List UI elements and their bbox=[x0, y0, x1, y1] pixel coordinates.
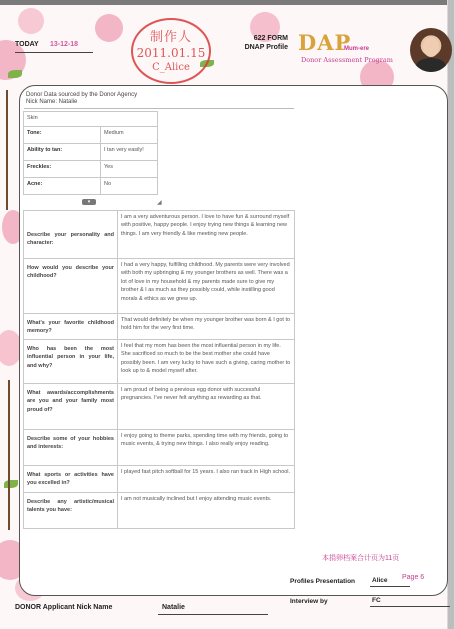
dap-logo: DAP bbox=[298, 30, 352, 55]
scrollbar-track[interactable] bbox=[447, 0, 455, 629]
skin-label: Ability to tan: bbox=[24, 144, 101, 161]
answer-cell: I had a very happy, fulfilling childhood. My parents were very involved with both my upbringing & my younger brothers as well. There was a lot of love in my household & my parents made sure to give my brother & I as much as they possibly could, while instilling good morals & ethics as we grew up. bbox=[118, 259, 295, 314]
flower-decoration bbox=[95, 14, 123, 42]
stamp-line-3: C_Alice bbox=[152, 62, 190, 73]
table-row bbox=[24, 466, 295, 493]
table-row bbox=[24, 127, 158, 144]
form-number: 622 FORM bbox=[253, 35, 288, 42]
resize-grip-icon[interactable]: ◢ bbox=[157, 200, 162, 206]
skin-table bbox=[23, 111, 158, 195]
question-cell: How would you describe your childhood? bbox=[24, 259, 118, 314]
flower-decoration bbox=[18, 8, 44, 34]
table-row bbox=[24, 340, 295, 384]
presentation-label: Profiles Presentation bbox=[290, 578, 356, 585]
stamp-line-2: 2011.01.15 bbox=[136, 46, 206, 60]
stamp-line-1: 制作人 bbox=[149, 30, 192, 45]
question-cell: Describe any artistic/musical talents you have: bbox=[24, 493, 118, 529]
photo-body bbox=[416, 58, 446, 72]
table-row bbox=[24, 430, 295, 466]
leaf-decoration bbox=[4, 480, 18, 488]
form-identifier bbox=[228, 34, 288, 52]
header-underline bbox=[15, 52, 93, 53]
table-row bbox=[24, 314, 295, 340]
vine-decoration bbox=[8, 380, 10, 530]
today-date: 13-12-18 bbox=[50, 41, 79, 48]
author-stamp bbox=[131, 18, 211, 84]
answer-cell: I am a very adventurous person. I love to have fun & surround myself with positive, happy people. I enjoy trying new things & learning new things. I am very friendly & like meeting new people. bbox=[118, 211, 295, 259]
dap-logo-sub: Mum-ere bbox=[344, 46, 370, 52]
photo-face bbox=[423, 37, 439, 57]
question-cell: Who has been the most influential person in your life, and why? bbox=[24, 340, 118, 384]
answer-cell: I feel that my mom has been the most influential person in my life. She sacrificed so much to be the best mother she could have possibly been. I am very lucky to have such a giving, caring mother to look up to & model myself after. bbox=[118, 340, 295, 384]
source-line: Donor Data sourced by the Donor Agency bbox=[26, 92, 138, 98]
table-row bbox=[24, 384, 295, 430]
questionnaire-table bbox=[23, 210, 295, 529]
skin-value: Yes bbox=[101, 161, 158, 178]
skin-label: Acne: bbox=[24, 178, 101, 195]
program-name: Donor Assessment Program bbox=[301, 56, 393, 64]
table-row bbox=[24, 112, 158, 127]
today-label: TODAY bbox=[15, 41, 39, 48]
answer-cell: I am proud of being a previous egg donor with successful pregnancies. I've never felt anything as rewarding as that. bbox=[118, 384, 295, 430]
answer-cell: I played fast pitch softball for 15 years. I also ran track in High school. bbox=[118, 466, 295, 493]
skin-value: No bbox=[101, 178, 158, 195]
source-nick-name: Nick Name: Natalie bbox=[26, 99, 78, 105]
table-row bbox=[24, 211, 295, 259]
leaf-decoration bbox=[8, 70, 22, 78]
skin-heading: Skin bbox=[24, 112, 158, 127]
interview-underline bbox=[370, 606, 450, 607]
answer-cell: I enjoy going to theme parks, spending time with my friends, going to music events, & trying new things. I also really enjoy reading. bbox=[118, 430, 295, 466]
expand-toggle-button[interactable]: ▾ bbox=[82, 199, 96, 205]
table-row bbox=[24, 144, 158, 161]
scrollbar-thumb[interactable] bbox=[448, 0, 454, 629]
skin-label: Tone: bbox=[24, 127, 101, 144]
interview-label: Interview by bbox=[290, 598, 328, 605]
vine-decoration bbox=[6, 90, 8, 210]
total-pages-note: 本捐卵档案合计页为11页 bbox=[322, 555, 400, 562]
donor-nick-value: Natalie bbox=[162, 604, 185, 611]
answer-cell: I am not musically inclined but I enjoy attending music events. bbox=[118, 493, 295, 529]
presentation-value: Alice bbox=[372, 577, 388, 584]
skin-value: Medium bbox=[101, 127, 158, 144]
table-row bbox=[24, 259, 295, 314]
question-cell: What awards/accomplishments are you and your family most proud of? bbox=[24, 384, 118, 430]
source-divider bbox=[24, 108, 294, 109]
question-cell: Describe some of your hobbies and interests: bbox=[24, 430, 118, 466]
question-cell: Describe your personality and character: bbox=[24, 211, 118, 259]
table-row bbox=[24, 161, 158, 178]
question-cell: What's your favorite childhood memory? bbox=[24, 314, 118, 340]
table-row bbox=[24, 178, 158, 195]
donor-nick-underline bbox=[158, 614, 268, 615]
presentation-underline bbox=[370, 586, 410, 587]
answer-cell: That would definitely be when my younger brother was born & I got to hold him for the very first time. bbox=[118, 314, 295, 340]
page-number: Page 6 bbox=[402, 574, 425, 581]
table-row bbox=[24, 493, 295, 529]
skin-value: I tan very easily! bbox=[101, 144, 158, 161]
skin-label: Freckles: bbox=[24, 161, 101, 178]
donor-nick-label: DONOR Applicant Nick Name bbox=[15, 604, 113, 611]
question-cell: What sports or activities have you excelled in? bbox=[24, 466, 118, 493]
donor-photo bbox=[410, 28, 452, 72]
interview-value: FC bbox=[372, 597, 381, 604]
form-name: DNAP Profile bbox=[244, 44, 288, 51]
top-bar bbox=[0, 0, 455, 5]
